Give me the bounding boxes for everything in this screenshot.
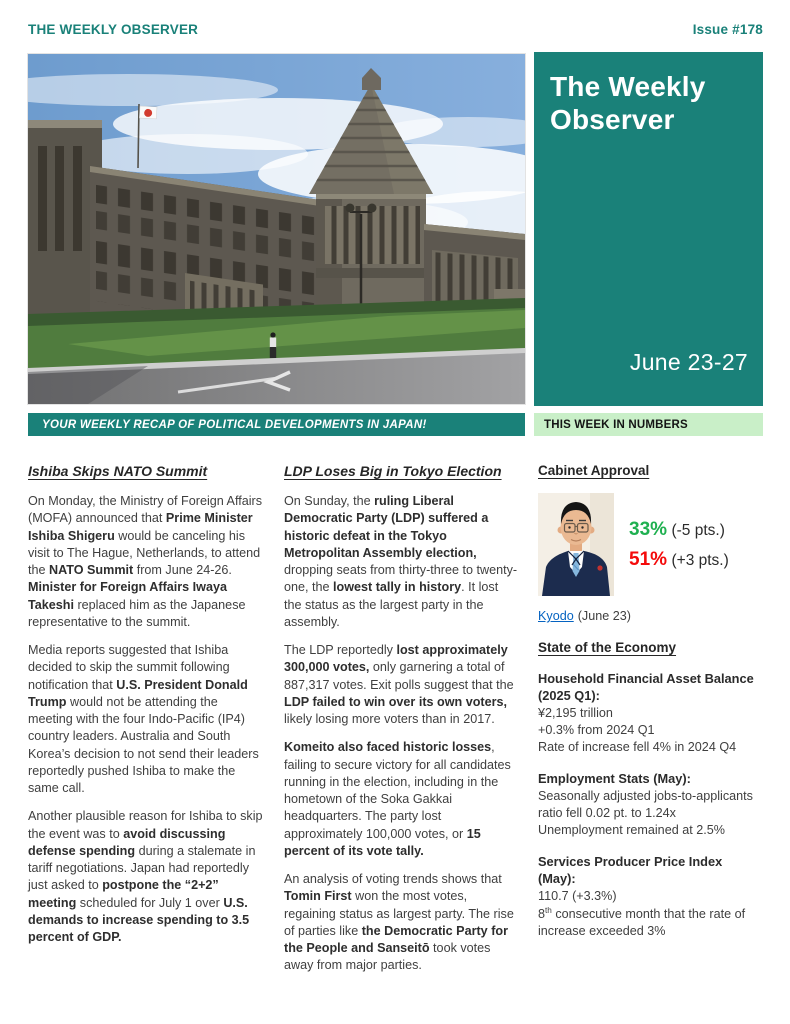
economy-section-household: [538, 670, 763, 756]
approval-source: [538, 609, 763, 623]
pedestrian: [270, 332, 276, 358]
hero-section: [28, 54, 763, 406]
newsletter-title: The Weekly Observer: [550, 71, 706, 135]
approval-delta: (-5 pts.): [671, 521, 725, 539]
article-paragraph: On Monday, the Ministry of Foreign Affairs (MOFA) announced that Prime Minister Ishiba Shigeru would be canceling his visit to The Hague, Netherlands, to attend the NATO Summit from June 24-26. Minister for Foreign Affairs Iwaya Takeshi replaced him as the Japanese representative to the summit.: [28, 494, 263, 629]
economy-line: +0.3% from 2024 Q1: [538, 722, 655, 737]
economy-line: Rate of increase fell 4% in 2024 Q4: [538, 740, 737, 755]
kyodo-link[interactable]: Kyodo: [538, 609, 574, 623]
approval-rating: 33%: [629, 518, 668, 540]
article-paragraph: The LDP reportedly lost approximately 300,000 votes, only garnering a total of 887,317 votes. Exit polls suggest that the LDP failed to win over its own voters, likely losing more voters than in 2017.: [284, 643, 514, 726]
issue-date-range: June 23-27: [629, 349, 748, 375]
article-nato-summit: [28, 463, 265, 986]
economy-line: ¥2,195 trillion: [538, 705, 613, 720]
article-title: Ishiba Skips NATO Summit: [28, 463, 208, 479]
numbers-column: [538, 463, 763, 986]
article-paragraph: Media reports suggested that Ishiba decided to skip the summit following notification that U.S. President Donald Trump would not be attending the meeting with the four Indo-Pacific (IP4) country leaders. Australia and South Korea’s decision to not send their leaders reportedly pushed Ishiba to make the same call.: [28, 643, 259, 795]
economy-section-sppi: [538, 853, 763, 940]
article-tokyo-election: [284, 463, 519, 986]
ishiba-portrait: [538, 493, 614, 596]
title-sidebar: [534, 52, 763, 406]
disapproval-delta: (+3 pts.): [671, 551, 729, 569]
issue-number: Issue #178: [692, 22, 763, 37]
masthead-row: [28, 22, 763, 37]
ishiba-portrait-illustration: [538, 493, 614, 596]
article-paragraph: Another plausible reason for Ishiba to skip the event was to avoid discussing defense spending during a stalemate in tariff negotiations. Japan had reportedly just asked to postpone the “2+2” meeting scheduled for July 1 over U.S. demands to increase spending to 3.5 percent of GDP.: [28, 809, 263, 944]
masthead-title: THE WEEKLY OBSERVER: [28, 22, 199, 37]
economy-line: 8th consecutive month that the rate of increase exceeded 3%: [538, 905, 746, 939]
article-paragraph: Komeito also faced historic losses, failing to secure victory for all candidates running in the election, including in the hometown of the Soka Gakkai headquarters. The party lost approximately 100,000 votes, or 15 percent of its vote tally.: [284, 740, 511, 858]
content-columns: [28, 463, 763, 986]
economy-section-title: Employment Stats (May):: [538, 771, 691, 787]
economy-line: Seasonally adjusted jobs-to-applicants ratio fell 0.02 pt. to 1.24x: [538, 788, 753, 820]
diet-building-photo: [28, 54, 525, 404]
economy-line: 110.7 (+3.3%): [538, 888, 617, 903]
article-paragraph: An analysis of voting trends shows that Tomin First won the most votes, regaining status as largest party. The rise of parties like the Democratic Party for the People and Sanseitō took votes away from major parties.: [284, 872, 514, 973]
numbers-banner: THIS WEEK IN NUMBERS: [534, 413, 763, 436]
economy-section-employment: [538, 770, 763, 839]
approval-stats: [629, 511, 729, 579]
article-paragraph: On Sunday, the ruling Liberal Democratic Party (LDP) suffered a historic defeat in the Tokyo Metropolitan Assembly election, dropping seats from thirty-three to twenty-one, the lowest tally in history. It lost the status as the largest party in the assembly.: [284, 494, 518, 629]
diet-building-illustration: [28, 54, 525, 404]
disapproval-rating: 51%: [629, 548, 668, 570]
economy-section-title: Household Financial Asset Balance (2025 Q1):: [538, 671, 754, 704]
economy-line: Unemployment remained at 2.5%: [538, 822, 725, 837]
banner-row: [28, 413, 763, 436]
article-title: LDP Loses Big in Tokyo Election: [284, 463, 502, 479]
source-date: (June 23): [577, 609, 631, 623]
economy-heading: State of the Economy: [538, 640, 677, 655]
economy-section-title: Services Producer Price Index (May):: [538, 853, 723, 887]
cabinet-approval-heading: Cabinet Approval: [538, 463, 650, 478]
recap-banner: YOUR WEEKLY RECAP OF POLITICAL DEVELOPMENTS IN JAPAN!: [28, 413, 525, 436]
approval-block: [538, 493, 763, 596]
disapproval-stat: [629, 549, 729, 571]
approval-stat: [629, 519, 729, 541]
